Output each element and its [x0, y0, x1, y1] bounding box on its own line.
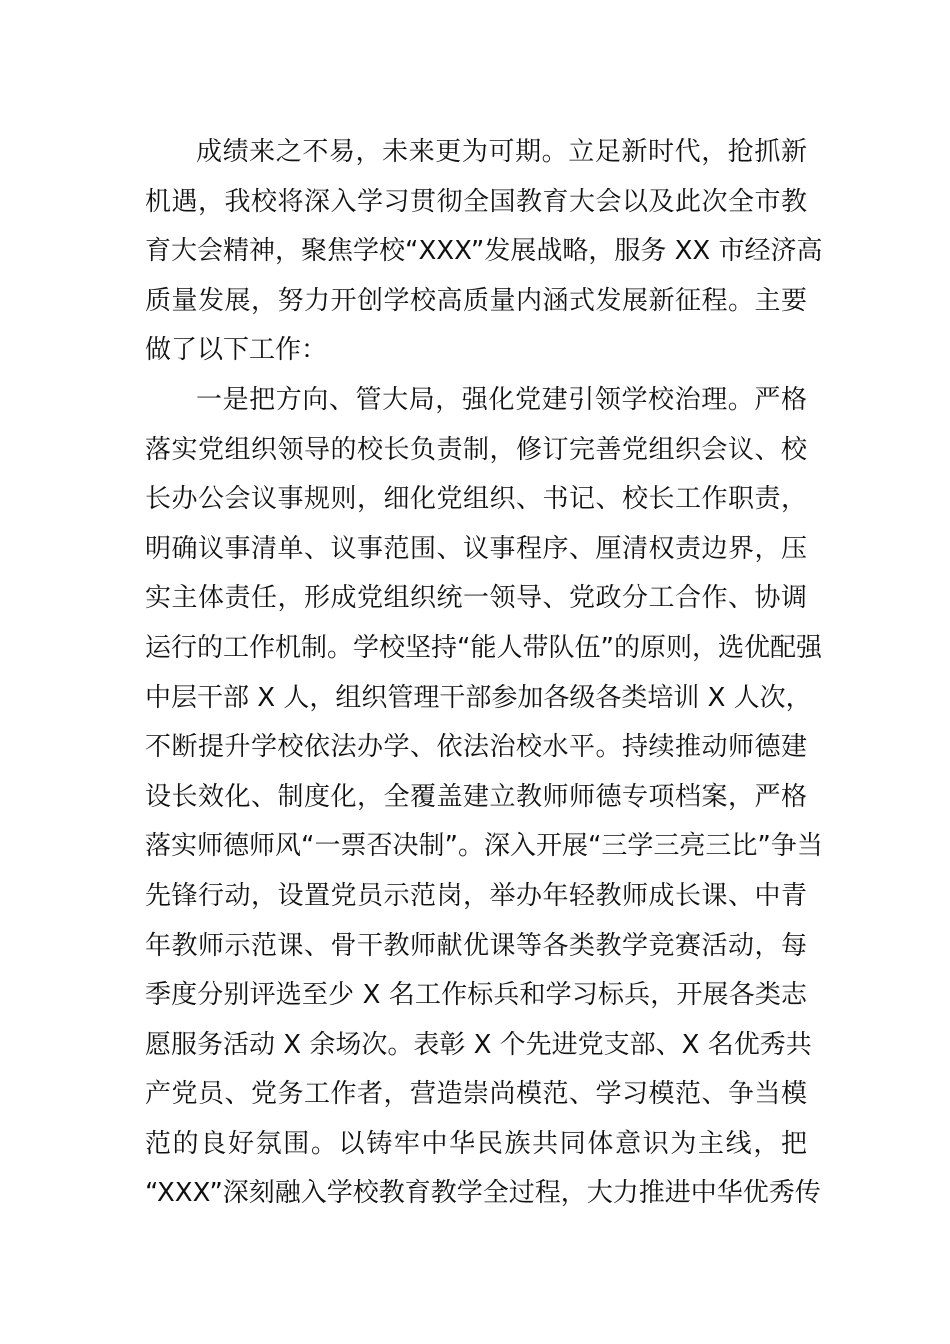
paragraph-1-line-3: 育大会精神，聚焦学校“XXX”发展战略，服务 XX 市经济高 [145, 236, 823, 267]
paragraph-2-line-5: 实主体责任，形成党组织统一领导、党政分工合作、协调 [145, 583, 807, 614]
paragraph-2-line-16: 范的良好氛围。以铸牢中华民族共同体意识为主线，把 [145, 1128, 807, 1159]
paragraph-1-line-2: 机遇，我校将深入学习贯彻全国教育大会以及此次全市教 [145, 186, 807, 217]
paragraph-2-line-7: 中层干部 X 人，组织管理干部参加各级各类培训 X 人次， [145, 682, 812, 713]
paragraph-2-line-10: 落实师德师风“一票否决制”。深入开展“三学三亮三比”争当 [145, 831, 823, 862]
paragraph-2-line-11: 先锋行动，设置党员示范岗，举办年轻教师成长课、中青 [145, 880, 807, 911]
paragraph-2-line-12: 年教师示范课、骨干教师献优课等各类教学竞赛活动，每 [145, 930, 807, 961]
paragraph-2-line-13: 季度分别评选至少 X 名工作标兵和学习标兵，开展各类志 [145, 980, 807, 1011]
paragraph-2-line-15: 产党员、党务工作者，营造崇尚模范、学习模范、争当模 [145, 1079, 807, 1110]
paragraph-2-line-17: “XXX”深刻融入学校教育教学全过程，大力推进中华优秀传 [145, 1178, 821, 1209]
paragraph-2-line-1: 一是把方向、管大局，强化党建引领学校治理。严格 [196, 384, 807, 415]
document-body [145, 128, 823, 1219]
paragraph-1-line-5: 做了以下工作： [145, 335, 328, 366]
paragraph-1-line-4: 质量发展，努力开创学校高质量内涵式发展新征程。主要 [145, 285, 807, 316]
paragraph-2-line-4: 明确议事清单、议事范围、议事程序、厘清权责边界，压 [145, 533, 807, 564]
paragraph-2-line-14: 愿服务活动 X 余场次。表彰 X 个先进党支部、X 名优秀共 [145, 1029, 812, 1060]
paragraph-2-line-2: 落实党组织领导的校长负责制，修订完善党组织会议、校 [145, 434, 807, 465]
paragraph-1-line-1: 成绩来之不易，未来更为可期。立足新时代，抢抓新 [196, 137, 807, 167]
paragraph-2-line-8: 不断提升学校依法办学、依法治校水平。持续推动师德建 [145, 732, 807, 763]
paragraph-2-line-6: 运行的工作机制。学校坚持“能人带队伍”的原则，选优配强 [145, 632, 822, 663]
paragraph-2-line-9: 设长效化、制度化，全覆盖建立教师师德专项档案，严格 [145, 781, 807, 812]
paragraph-2-line-3: 长办公会议事规则，细化党组织、书记、校长工作职责， [145, 484, 807, 515]
